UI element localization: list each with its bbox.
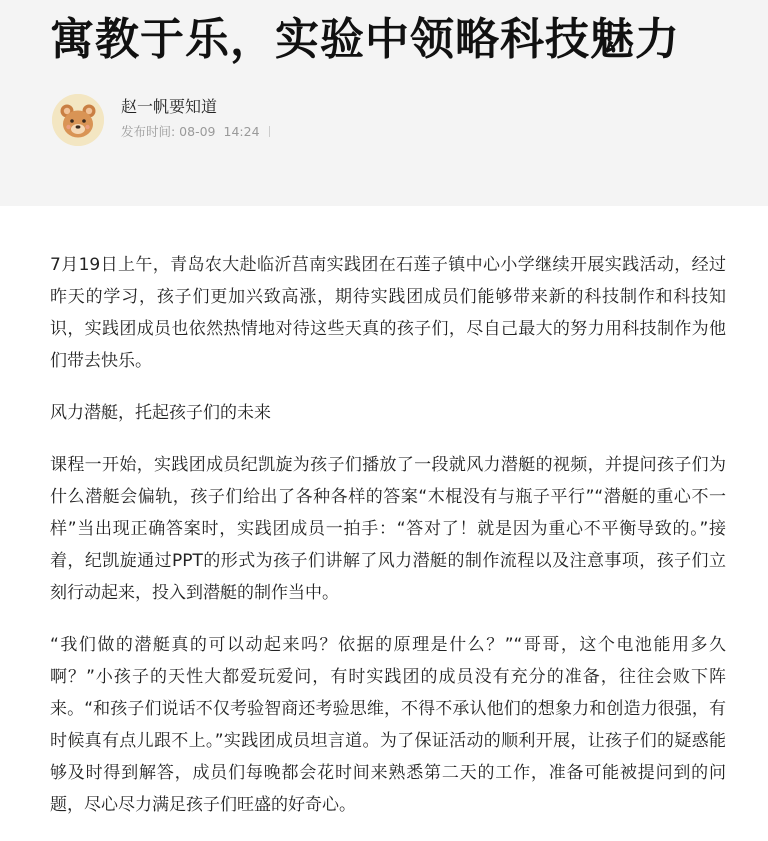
article-body	[50, 249, 726, 841]
paragraph-intro: 7月19日上午，青岛农大赴临沂莒南实践团在石莲子镇中心小学继续开展实践活动，经过昨天的学习，孩子们更加兴致高涨，期待实践团成员们能够带来新的科技制作和科技知识，实践团成员也依然热情地对待这些天真的孩子们，尽自己最大的努力用科技制作为他们带去快乐。	[50, 255, 726, 371]
article-title: 寓教于乐，实验中领略科技魅力	[50, 14, 680, 65]
paragraph-questions: “我们做的潜艇真的可以动起来吗？依据的原理是什么？”“哥哥，这个电池能用多久啊？”小孩子的天性大都爱玩爱问，有时实践团的成员没有充分的准备，往往会败下阵来。“和孩子们说话不仅考验智商还考验思维，不得不承认他们的想象力和创造力很强，有时候真有点儿跟不上。”实践团成员坦言道。为了保证活动的顺利开展，让孩子们的疑惑能够及时得到解答，成员们每晚都会花时间来熟悉第二天的工作，准备可能被提问到的问题，尽心尽力满足孩子们旺盛的好奇心。	[50, 635, 726, 815]
meta-divider	[269, 126, 270, 137]
author-name[interactable]: 赵一帆要知道	[121, 97, 218, 116]
publish-meta	[121, 123, 270, 141]
paragraph-lesson: 课程一开始，实践团成员纪凯旋为孩子们播放了一段就风力潜艇的视频，并提问孩子们为什么潜艇会偏轨，孩子们给出了各种各样的答案“木棍没有与瓶子平行”“潜艇的重心不一样”当出现正确答案时，实践团成员一拍手：“答对了！就是因为重心不平衡导致的。”接着，纪凯旋通过PPT的形式为孩子们讲解了风力潜艇的制作流程以及注意事项，孩子们立刻行动起来，投入到潜艇的制作当中。	[50, 455, 726, 603]
article-header	[0, 0, 768, 206]
author-avatar[interactable]	[52, 94, 104, 146]
section-heading: 风力潜艇，托起孩子们的未来	[50, 403, 271, 423]
bear-avatar-icon	[52, 94, 104, 146]
publish-time: 14:24	[223, 124, 260, 139]
publish-date: 发布时间: 08-09	[121, 124, 216, 139]
